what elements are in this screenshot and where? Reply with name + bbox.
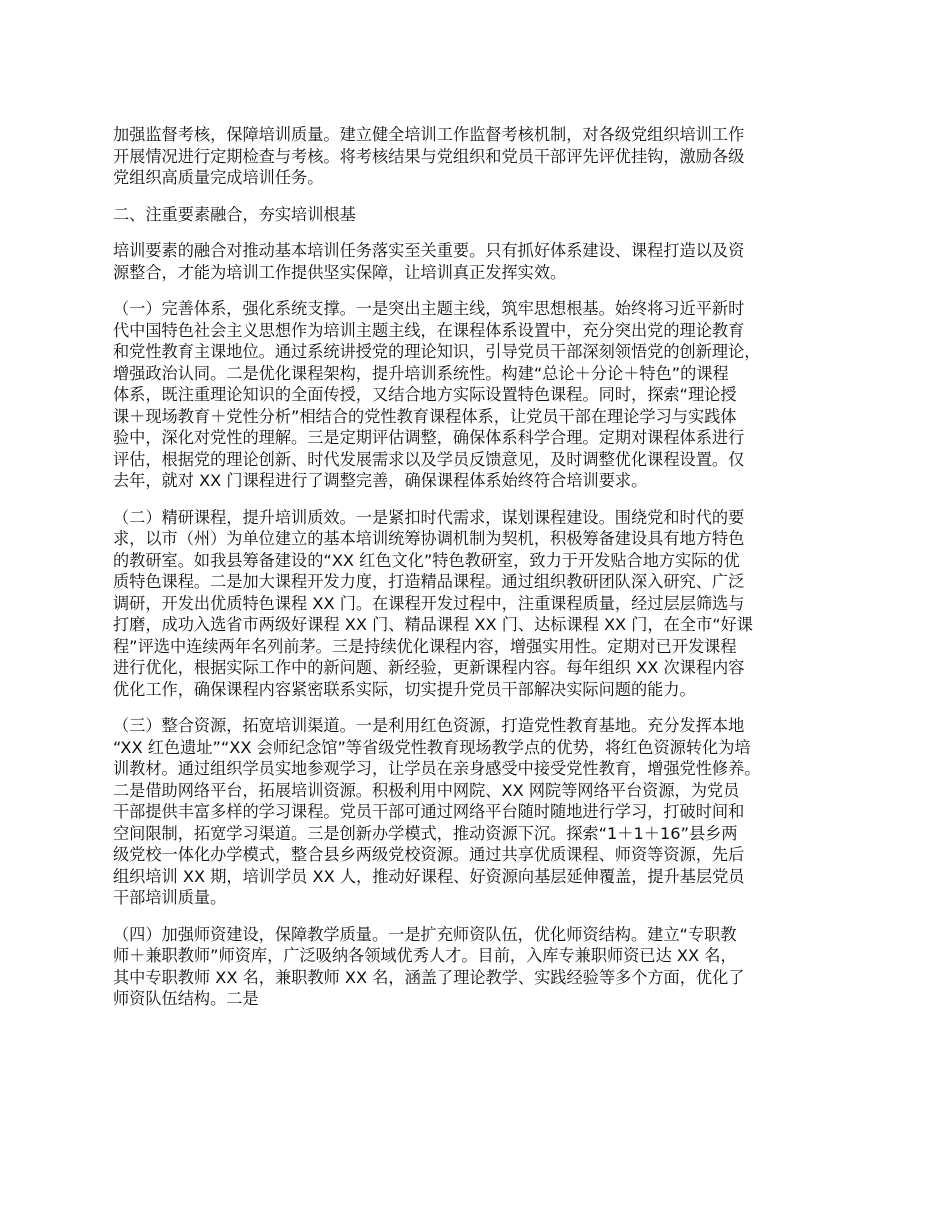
text-line: （一）完善体系，强化系统支撑。一是突出主题主线，筑牢思想根基。始终将习近平新时 bbox=[113, 299, 745, 318]
text-line: 组织培训 XX 期，培训学员 XX 人，推动好课程、好资源向基层延伸覆盖，提升基层党员 bbox=[113, 866, 745, 886]
text-line: 验中，深化对党性的理解。三是定期评估调整，确保体系科学合理。定期对课程体系进行 bbox=[113, 428, 745, 447]
text-line: “XX 红色遗址”“XX 会师纪念馆”等省级党性教育现场教学点的优势，将红色资源转化为培 bbox=[113, 737, 751, 757]
text-line: 体系，既注重理论知识的全面传授，又结合地方实际设置特色课程。同时，探索“理论授 bbox=[113, 385, 737, 404]
paragraph-system bbox=[113, 298, 858, 492]
text-line: 党组织高质量完成培训任务。 bbox=[113, 168, 324, 187]
text-line: （四）加强师资建设，保障教学质量。一是扩充师资队伍，优化师资结构。建立“专职教 bbox=[113, 924, 737, 944]
text-line: 干部培训质量。 bbox=[113, 888, 227, 907]
paragraph-teachers bbox=[113, 924, 858, 1010]
text-line: 去年，就对 XX 门课程进行了调整完善，确保课程体系始终符合培训要求。 bbox=[113, 471, 648, 490]
text-line: 求，以市（州）为单位建立的基本培训统筹协调机制为契机，积极筹备建设具有地方特色 bbox=[113, 529, 745, 548]
text-line: 源整合，才能为培训工作提供坚实保障，让培训真正发挥实效。 bbox=[113, 262, 567, 282]
text-line: 评估，根据党的理论创新、时代发展需求以及学员反馈意见，及时调整优化课程设置。仅 bbox=[113, 449, 745, 469]
section-heading bbox=[113, 204, 858, 226]
text-line: 和党性教育主课地位。通过系统讲授党的理论知识，引导党员干部深刻领悟党的创新理论， bbox=[113, 342, 761, 361]
text-line: 培训要素的融合对推动基本培训任务落实至关重要。只有抓好体系建设、课程打造以及资 bbox=[113, 241, 745, 260]
text-line: 程”评选中连续两年名列前茅。三是持续优化课程内容，增强实用性。定期对已开发课程 bbox=[113, 636, 737, 656]
text-line: 干部提供丰富多样的学习课程。党员干部可通过网络平台随时随地进行学习，打破时间和 bbox=[113, 802, 745, 821]
text-line: 师资队伍结构。二是 bbox=[113, 989, 259, 1008]
text-line: 训教材。通过组织学员实地参观学习，让学员在亲身感受中接受党性教育，增强党性修养。 bbox=[113, 759, 761, 778]
text-line: 空间限制，拓宽学习渠道。三是创新办学模式，推动资源下沉。探索“1＋1＋16”县乡两 bbox=[113, 823, 738, 843]
text-line: 师＋兼职教师”师资库，广泛吸纳各领域优秀人才。目前，入库专兼职师资已达 XX 名， bbox=[113, 946, 737, 965]
text-line: 二是借助网络平台，拓展培训资源。积极利用中网院、XX 网院等网络平台资源，为党员 bbox=[113, 780, 740, 800]
text-line: 进行优化，根据实际工作中的新问题、新经验，更新课程内容。每年组织 XX 次课程内容 bbox=[113, 658, 745, 677]
heading-text: 二、注重要素融合，夯实培训根基 bbox=[113, 204, 356, 224]
text-line: （二）精研课程，提升培训质效。一是紧扣时代需求，谋划课程建设。围绕党和时代的要 bbox=[113, 507, 745, 527]
text-line: 优化工作，确保课程内容紧密联系实际，切实提升党员干部解决实际问题的能力。 bbox=[113, 679, 696, 699]
text-line: 其中专职教师 XX 名，兼职教师 XX 名，涵盖了理论教学、实践经验等多个方面，优化了 bbox=[113, 967, 745, 987]
text-line: 的教研室。如我县筹备建设的“XX 红色文化”特色教研室，致力于开发贴合地方实际的优 bbox=[113, 550, 740, 570]
text-line: 加强监督考核，保障培训质量。建立健全培训工作监督考核机制，对各级党组织培训工作 bbox=[113, 125, 745, 144]
text-line: 增强政治认同。二是优化课程架构，提升培训系统性。构建“总论＋分论＋特色”的课程 bbox=[113, 363, 729, 383]
text-line: 质特色课程。二是加大课程开发力度，打造精品课程。通过组织教研团队深入研究、广泛 bbox=[113, 572, 745, 591]
text-line: 开展情况进行定期检查与考核。将考核结果与党组织和党员干部评先评优挂钩，激励各级 bbox=[113, 146, 745, 166]
paragraph-intro bbox=[113, 240, 858, 283]
document-body bbox=[113, 124, 858, 1025]
paragraph-supervision bbox=[113, 124, 858, 189]
text-line: 打磨，成功入选省市两级好课程 XX 门、精品课程 XX 门、达标课程 XX 门，在全市“好课 bbox=[113, 615, 753, 634]
text-line: 调研，开发出优质特色课程 XX 门。在课程开发过程中，注重课程质量，经过层层筛选与 bbox=[113, 593, 745, 613]
text-line: 课＋现场教育＋党性分析”相结合的党性教育课程体系，让党员干部在理论学习与实践体 bbox=[113, 406, 737, 426]
paragraph-resources bbox=[113, 715, 858, 909]
text-line: （三）整合资源，拓宽培训渠道。一是利用红色资源，打造党性教育基地。充分发挥本地 bbox=[113, 716, 745, 735]
text-line: 代中国特色社会主义思想作为培训主题主线，在课程体系设置中，充分突出党的理论教育 bbox=[113, 320, 745, 340]
text-line: 级党校一体化办学模式，整合县乡两级党校资源。通过共享优质课程、师资等资源，先后 bbox=[113, 845, 745, 864]
paragraph-courses bbox=[113, 507, 858, 701]
